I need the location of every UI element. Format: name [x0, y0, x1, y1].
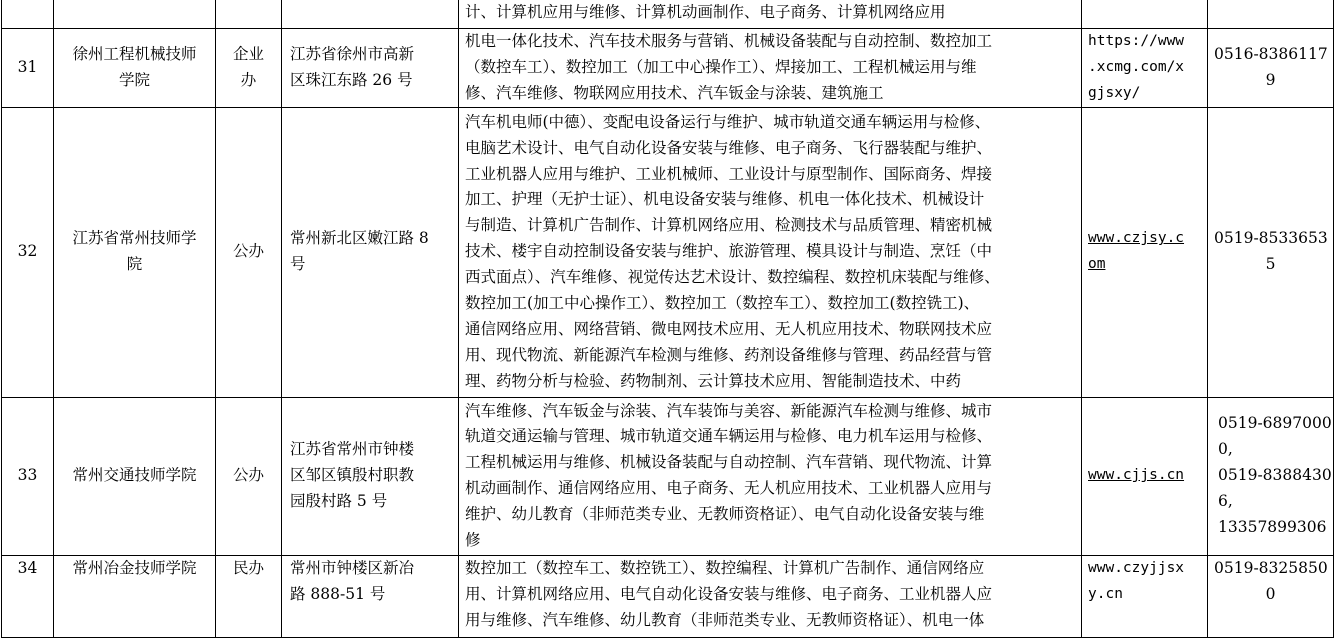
school-name [54, 0, 216, 29]
school-type-line: 公办 [232, 466, 264, 485]
majors-line: 工程机械运用与维修、机械设备装配与自动控制、汽车营销、现代物流、计算 [465, 453, 993, 472]
phone-line: 0519-8533653 [1214, 229, 1328, 248]
majors-list [459, 107, 1082, 397]
school-address-line: 常州新北区嫩江路 8 [290, 229, 429, 248]
phone-line: 0, [1218, 440, 1233, 459]
phone-number [1208, 29, 1334, 108]
phone-line: 0 [1265, 584, 1276, 603]
school-type [216, 107, 282, 397]
phone-line: 13357899306 [1218, 518, 1327, 537]
majors-list [459, 29, 1082, 108]
phone-line: 9 [1265, 70, 1276, 89]
majors-line: 与制造、计算机广告制作、计算机网络应用、检测技术与品质管理、精密机械 [465, 216, 993, 235]
website [1082, 29, 1208, 108]
website-line: y.cn [1088, 585, 1123, 602]
school-name-line: 院 [126, 255, 143, 274]
school-type [216, 397, 282, 555]
school-address-line: 号 [290, 255, 306, 274]
majors-line: 修 [465, 531, 481, 550]
school-type-line: 企业 [232, 44, 264, 63]
school-type [216, 0, 282, 29]
school-address [282, 397, 459, 555]
phone-line: 0519-8325850 [1214, 558, 1328, 577]
row-number [2, 0, 54, 29]
school-type [216, 555, 282, 637]
school-type-line: 公办 [232, 242, 264, 261]
majors-line: 加工、护理（无护士证）、机电设备安装与维修、机电一体化技术、机械设计 [465, 190, 985, 209]
school-address-line: 常州市钟楼区新冶 [290, 558, 415, 577]
school-name [54, 397, 216, 555]
table-row [2, 107, 1334, 397]
majors-line: 计、计算机应用与维修、计算机动画制作、电子商务、计算机网络应用 [465, 3, 946, 21]
table-row [2, 0, 1334, 29]
school-address [282, 0, 459, 29]
website-line: gjsxy/ [1088, 84, 1141, 101]
majors-line: 理、药物分析与检验、药物制剂、云计算技术应用、智能制造技术、中药 [465, 371, 962, 390]
school-name [54, 107, 216, 397]
majors-line: 修、汽车维修、物联网应用技术、汽车钣金与涂装、建筑施工 [465, 83, 884, 102]
website-line: https://www [1088, 33, 1185, 49]
website [1082, 555, 1208, 637]
school-name-line: 常州交通技师学院 [72, 466, 197, 485]
majors-line: 数控加工(加工中心操作工）、数控加工（数控车工）、数控加工(数控铣工)、 [465, 294, 980, 313]
majors-list [459, 555, 1082, 637]
majors-line: 用与维修、汽车维修、幼儿教育（非师范类专业、无教师资格证）、机电一体 [465, 610, 985, 629]
majors-line: 电脑艺术设计、电气自动化设备安装与维修、电子商务、飞行器装配与维护、 [465, 138, 993, 157]
school-type [216, 29, 282, 108]
phone-number [1208, 397, 1334, 555]
row-number: 34 [2, 555, 54, 637]
row-number: 31 [2, 29, 54, 108]
website-line[interactable]: om [1088, 256, 1106, 273]
website[interactable] [1082, 397, 1208, 555]
majors-line: 西式面点）、汽车维修、视觉传达艺术设计、数控编程、数控机床装配与维修、 [465, 268, 1000, 287]
majors-line: 汽车维修、汽车钣金与涂装、汽车装饰与美容、新能源汽车检测与维修、城市 [465, 401, 993, 420]
majors-line: 用、计算机网络应用、电气自动化设备安装与维修、电子商务、工业机器人应 [465, 584, 993, 603]
phone-number [1208, 0, 1334, 29]
website-line[interactable]: www.cjjs.cn [1088, 467, 1185, 484]
phone-line: 0519-6897000 [1218, 414, 1332, 433]
phone-line: 0516-8386117 [1214, 44, 1328, 63]
phone-line: 6, [1218, 492, 1233, 511]
majors-line: 轨道交通运输与管理、城市轨道交通车辆运用与检修、电力机车运用与检修、 [465, 427, 993, 446]
table-row [2, 555, 1334, 637]
school-address-line: 江苏省徐州市高新 [290, 44, 415, 63]
school-type-line: 民办 [232, 558, 264, 577]
school-name-line: 徐州工程机械技师 [72, 44, 197, 63]
website-line[interactable]: www.czjsy.c [1088, 230, 1185, 247]
row-number: 33 [2, 397, 54, 555]
school-address [282, 555, 459, 637]
website-line: .xcmg.com/x [1088, 58, 1185, 75]
college-table [1, 0, 1334, 638]
table-row [2, 29, 1334, 108]
majors-line: 用、现代物流、新能源汽车检测与维修、药剂设备维修与管理、药品经营与管 [465, 345, 993, 364]
majors-list [459, 397, 1082, 555]
majors-line: 数控加工（数控车工、数控铣工）、数控编程、计算机广告制作、通信网络应 [465, 558, 985, 577]
school-name-line: 常州冶金技师学院 [72, 558, 197, 577]
school-address [282, 29, 459, 108]
school-address-line: 园殷村路 5 号 [290, 492, 388, 511]
school-address-line: 江苏省常州市钟楼 [290, 440, 415, 459]
school-address-line: 区珠江东路 26 号 [290, 70, 413, 89]
table-row [2, 397, 1334, 555]
majors-line: 机动画制作、通信网络应用、电子商务、无人机应用技术、工业机器人应用与 [465, 479, 993, 498]
majors-line: 技术、楼宇自动控制设备安装与维护、旅游管理、模具设计与制造、烹饪（中 [465, 242, 993, 261]
website [1082, 0, 1208, 29]
school-name [54, 29, 216, 108]
school-address [282, 107, 459, 397]
majors-list [459, 0, 1082, 29]
website[interactable] [1082, 107, 1208, 397]
majors-line: 工业机器人应用与维护、工业机械师、工业设计与原型制作、国际商务、焊接 [465, 164, 993, 183]
phone-line: 5 [1265, 255, 1276, 274]
school-type-line: 办 [240, 70, 257, 89]
phone-line: 0519-8388430 [1218, 466, 1332, 485]
phone-number [1208, 107, 1334, 397]
website-line: www.czyjjsx [1088, 559, 1185, 576]
majors-line: 机电一体化技术、汽车技术服务与营销、机械设备装配与自动控制、数控加工 [465, 32, 993, 50]
phone-number [1208, 555, 1334, 637]
school-name [54, 555, 216, 637]
school-name-line: 江苏省常州技师学 [72, 229, 197, 248]
row-number: 32 [2, 107, 54, 397]
school-address-line: 路 888-51 号 [290, 584, 386, 603]
school-name-line: 学院 [118, 70, 150, 89]
majors-line: 通信网络应用、网络营销、微电网技术应用、无人机应用技术、物联网技术应 [465, 319, 993, 338]
majors-line: 维护、幼儿教育（非师范类专业、无教师资格证）、电气自动化设备安装与维 [465, 505, 985, 524]
majors-line: （数控车工）、数控加工（加工中心操作工）、焊接加工、工程机械运用与维 [465, 57, 977, 76]
majors-line: 汽车机电师(中德）、变配电设备运行与维护、城市轨道交通车辆运用与检修、 [465, 112, 991, 131]
school-address-line: 区邹区镇殷村职教 [290, 466, 415, 485]
